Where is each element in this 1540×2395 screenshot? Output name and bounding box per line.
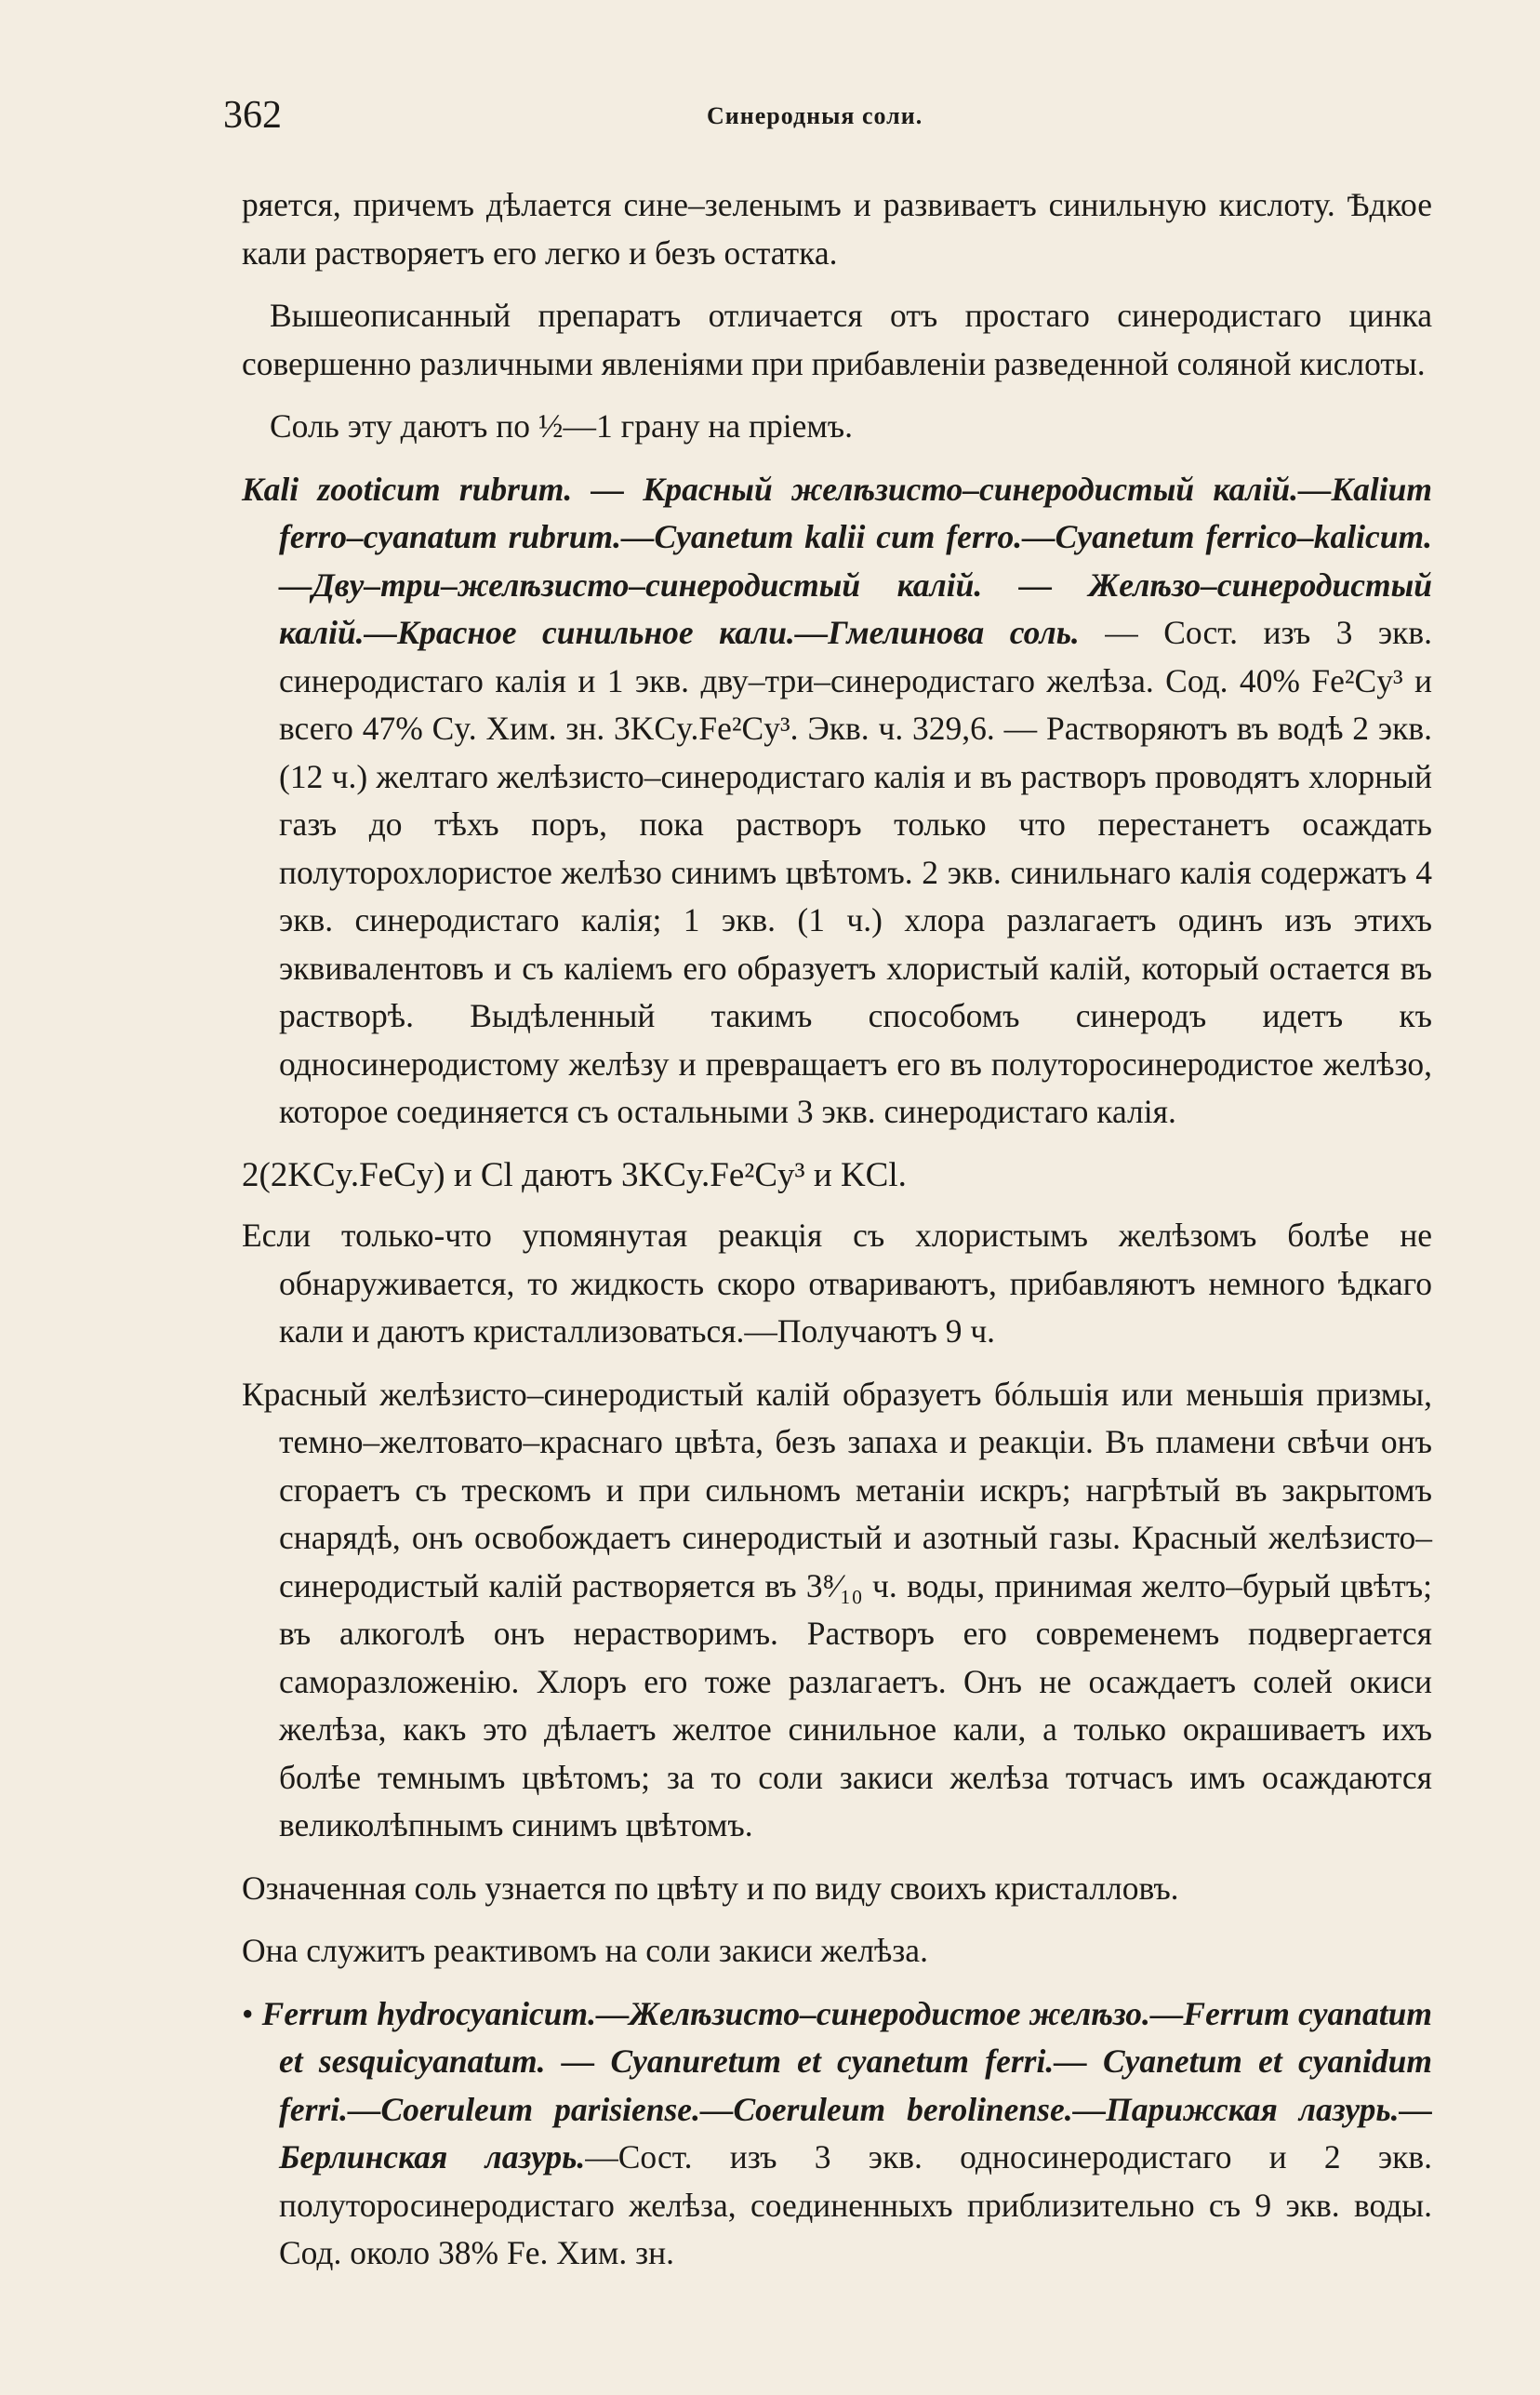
entry-body: — Сост. изъ 3 экв. синеродистаго калія и 1 экв. дву–три–синеродистаго желѣза. Сод. 40% Fe²Cy³ и всего 47% Cy. Хим. зн. 3KCy.Fe²Cy³. Экв. ч. 329,6. — Растворяютъ въ водѣ 2 экв. (12 ч.) желтаго желѣзисто–синеродистаго калія и въ растворъ проводятъ хлорный газъ до тѣхъ поръ, пока растворъ только что перестанетъ осаждать полуторохлористое желѣзо синимъ цвѣтомъ. 2 экв. синильнаго калія содержатъ 4 экв. синеродистаго калія; 1 экв. (1 ч.) хлора разлагаетъ одинъ изъ этихъ эквивалентовъ и съ каліемъ его образуетъ хлористый калій, который остается въ растворѣ. Выдѣленный такимъ способомъ синеродъ идетъ къ односинеродистому желѣзу и превращаетъ его въ полуторосинеродистое желѣзо, которое соединяется съ остальными 3 экв. синеродистаго калія.	[279, 614, 1432, 1130]
entry-names: Kali zooticum rubrum. — Красный желѣзисто–синеродистый калій.—Kalium ferro–cyanatum rubrum.—Cyanetum kalii cum ferro.—Cyanetum ferrico–kalicum.—Дву–три–желѣзисто–синеродистый калій. — Желѣзо–синеродистый калій.—Красное синильное кали.—Гмелинова соль.	[242, 470, 1432, 651]
paragraph-identification: Означенная соль узнается по цвѣту и по виду своихъ кристалловъ.	[242, 1869, 1179, 1907]
running-title: Синеродныя соли.	[707, 102, 923, 129]
paragraph-dose: Соль эту даютъ по ½—1 грану на пріемъ.	[270, 407, 854, 445]
entry-red-potassium-ferricyanide	[242, 466, 1432, 1137]
paragraph-reagent: Она служитъ реактивомъ на соли закиси желѣза.	[242, 1932, 928, 1969]
chemical-equation: 2(2KCy.FeCy) и Cl даютъ 3KCy.Fe²Cy³ и KCl.	[242, 1155, 907, 1194]
paragraph-distinction: Вышеописанный препаратъ отличается отъ простаго синеродистаго цинка совершенно различными явленіями при прибавленіи разведенной соляной кислоты.	[242, 297, 1432, 382]
bullet: •	[242, 1994, 254, 2032]
entry-body: —Сост. изъ 3 экв. односинеродистаго и 2 экв. полуторосинеродистаго желѣза, соединенныхъ приблизительно съ 9 экв. воды. Сод. около 38% Fe. Хим. зн.	[279, 2138, 1433, 2271]
page-number: 362	[223, 94, 282, 137]
paragraph-boiling: Если только-что упомянутая реакція съ хлористымъ желѣзомъ болѣе не обнаруживается, то жидкость скоро отвариваютъ, прибавляютъ немного ѣдкаго кали и даютъ кристаллизоваться.—Получаютъ 9 ч.	[242, 1217, 1432, 1350]
page-body	[242, 181, 1432, 2293]
paragraph-properties: Красный желѣзисто–синеродистый калій образуетъ бóльшія или меньшія призмы, темно–желтовато–краснаго цвѣта, безъ запаха и реакціи. Въ пламени свѣчи онъ сгораетъ съ трескомъ и при сильномъ метаніи искръ; нагрѣтый въ закрытомъ снарядѣ, онъ освобождаетъ синеродистый и азотный газы. Красный желѣзисто–синеродистый калій растворяется въ 3⁸⁄₁₀ ч. воды, принимая желто–бурый цвѣтъ; въ алкоголѣ онъ нерастворимъ. Растворъ его современемъ подвергается саморазложенію. Хлоръ его тоже разлагаетъ. Онъ не осаждаетъ солей окиси желѣза, какъ это дѣлаетъ желтое синильное кали, а только окрашиваетъ ихъ болѣе темнымъ цвѣтомъ; за то соли закиси желѣза тотчасъ имъ осаждаются великолѣпнымъ синимъ цвѣтомъ.	[242, 1375, 1432, 1843]
paragraph-continuation: ряется, причемъ дѣлается сине–зеленымъ и развиваетъ синильную кислоту. Ѣдкое кали растворяетъ его легко и безъ остатка.	[242, 186, 1432, 272]
entry-prussian-blue	[242, 1990, 1432, 2278]
entry-names: Ferrum hydrocyanicum.—Желѣзисто–синеродистое желѣзо.—Ferrum cyanatum et sesquicyanatum. — Cyanuretum et cyanetum ferri.— Cyanetum et cyanidum ferri.—Coeruleum parisiense.—Coeruleum berolinense.—Парижская лазурь.—Берлинская лазурь.	[261, 1994, 1433, 2175]
page-header	[223, 93, 1432, 149]
